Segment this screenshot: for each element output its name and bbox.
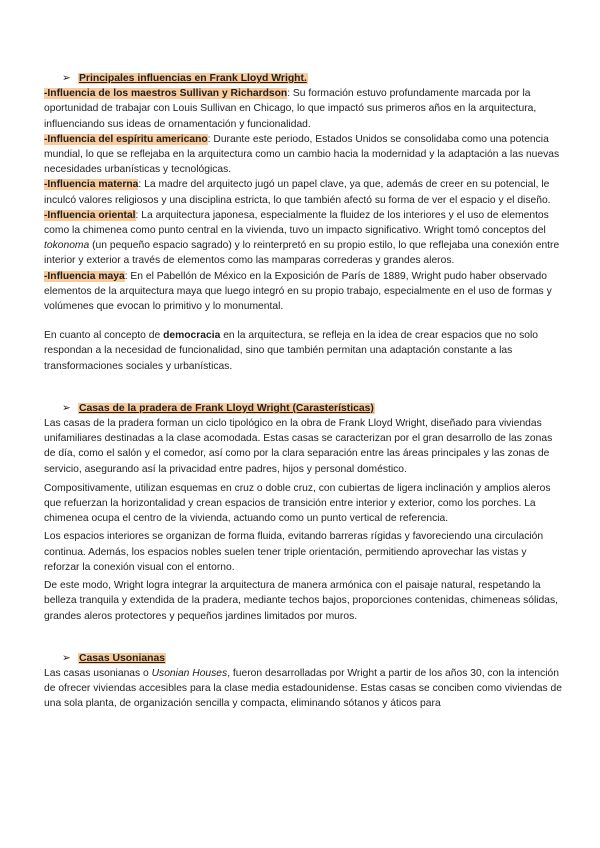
influence-text: : Su formación estuvo profundamente marcada por la oportunidad de trabajar con Louis Sullivan en Chicago, lo que impactó sus primeros años en la arquitectura, influenciando sus ideas de ornamentación y funcionalidad. (44, 88, 537, 130)
influence-text: : La arquitectura japonesa, especialmente la fluidez de los interiores y el uso de elementos como la chimenea como punto central en la vivienda, tuvo un impacto significativo. Wright tomó conceptos del (44, 209, 549, 237)
paragraph (44, 666, 564, 712)
arrow-bullet-icon: ➢ (62, 652, 71, 664)
influence-label: -Influencia materna (44, 179, 139, 191)
intro-text: Las casas usonianas o (44, 667, 152, 679)
section-heading-influencias (44, 71, 564, 86)
intro-text: , fueron desarrolladas por Wright a partir de los años 30, con la intención de ofrecer viviendas accesibles para la clase media estadounidense. Estas casas se conciben como viviendas de una sola planta, de organización sencilla y compacta, eliminando sótanos y áticos para (44, 667, 562, 710)
paragraph: Las casas de la pradera forman un ciclo tipológico en la obra de Frank Lloyd Wright, diseñado para viviendas unifamiliares destinadas a la clase acomodada. Estas casas se caracterizan por el gran desarrollo de las zonas de día, como el salón y el comedor, así como por la clara separación entre las áreas principales y las zonas de servicio, asegurando así la privacidad entre padres, hijos y personal doméstico. (44, 418, 553, 475)
influence-label: -Influencia maya (44, 270, 125, 282)
influence-label: -Influencia oriental (44, 209, 136, 221)
section-heading-usonianas (44, 651, 564, 666)
paragraph: De este modo, Wright logra integrar la arquitectura de manera armónica con el paisaje natural, respetando la belleza tranquila y extendida de la pradera, mediante techos bajos, proporciones contenidas, chimeneas sólidas, grandes aleros protectores y pequeños jardines limitados por muros. (44, 580, 559, 622)
influence-item (44, 132, 564, 178)
heading-text: Casas de la pradera de Frank Lloyd Wright (Carasterísticas) (79, 402, 374, 414)
influence-text: (un pequeño espacio sagrado) y lo reinterpretó en su propio estilo, lo que reflejaba una conexión entre interior y exterior a través de elementos como las mamparas correderas y grandes aleros. (44, 240, 560, 267)
influence-text-italic: tokonoma (44, 240, 90, 252)
influence-text: : Durante este periodo, Estados Unidos se consolidaba como una potencia mundial, lo que se reflejaba en la arquitectura como un cambio hacia la modernidad y la adaptación a las nuevas necesidades urbanísticas y tecnológicas. (44, 133, 560, 176)
document-body (44, 71, 564, 712)
influence-item (44, 177, 564, 207)
heading-text: Casas Usonianas (79, 652, 166, 664)
arrow-bullet-icon: ➢ (62, 402, 71, 414)
section-heading-pradera (44, 401, 564, 416)
democracy-text: en la arquitectura, se refleja en la idea de crear espacios que no solo respondan a la necesidad de funcionalidad, sino que también permitan una adaptación constante a las transformaciones sociales y urbanísticas. (44, 330, 539, 372)
influence-item (44, 269, 564, 315)
influence-text: : La madre del arquitecto jugó un papel clave, ya que, además de creer en su potencial, le inculcó valores religiosos y una disciplina estricta, lo que también afectó su forma de ver el espacio y el diseño. (44, 179, 551, 206)
intro-italic: Usonian Houses (151, 667, 228, 679)
influence-label: -Influencia de los maestros Sullivan y Richardson (44, 88, 288, 100)
democracy-text: En cuanto al concepto de (44, 330, 164, 342)
paragraph: Los espacios interiores se organizan de forma fluida, evitando barreras rígidas y favoreciendo una circulación continua. Además, los espacios nobles suelen tener triple orientación, permitiendo aprovechar las vistas y reforzar la conexión visual con el entorno. (44, 531, 544, 573)
democracy-keyword: democracia (163, 330, 221, 342)
paragraph: Compositivamente, utilizan esquemas en cruz o doble cruz, con cubiertas de ligera inclinación y amplios aleros que refuerzan la horizontalidad y crean espacios de transición entre interior y exterior, como los porches. La chimenea ocupa el centro de la vivienda, actuando como un punto vertical de referencia. (44, 482, 551, 525)
heading-text: Principales influencias en Frank Lloyd Wright. (79, 73, 307, 84)
influence-item (44, 86, 564, 132)
democracy-paragraph (44, 328, 564, 374)
influence-text: : En el Pabellón de México en la Exposición de París de 1889, Wright pudo haber observado elementos de la arquitectura maya que luego integró en su propio trabajo, especialmente en el uso de formas y volúmenes que evocan lo primitivo y lo monumental. (44, 270, 552, 313)
arrow-bullet-icon: ➢ (62, 73, 71, 84)
influence-label: -Influencia del espíritu americano (44, 133, 208, 145)
influence-item (44, 208, 564, 269)
